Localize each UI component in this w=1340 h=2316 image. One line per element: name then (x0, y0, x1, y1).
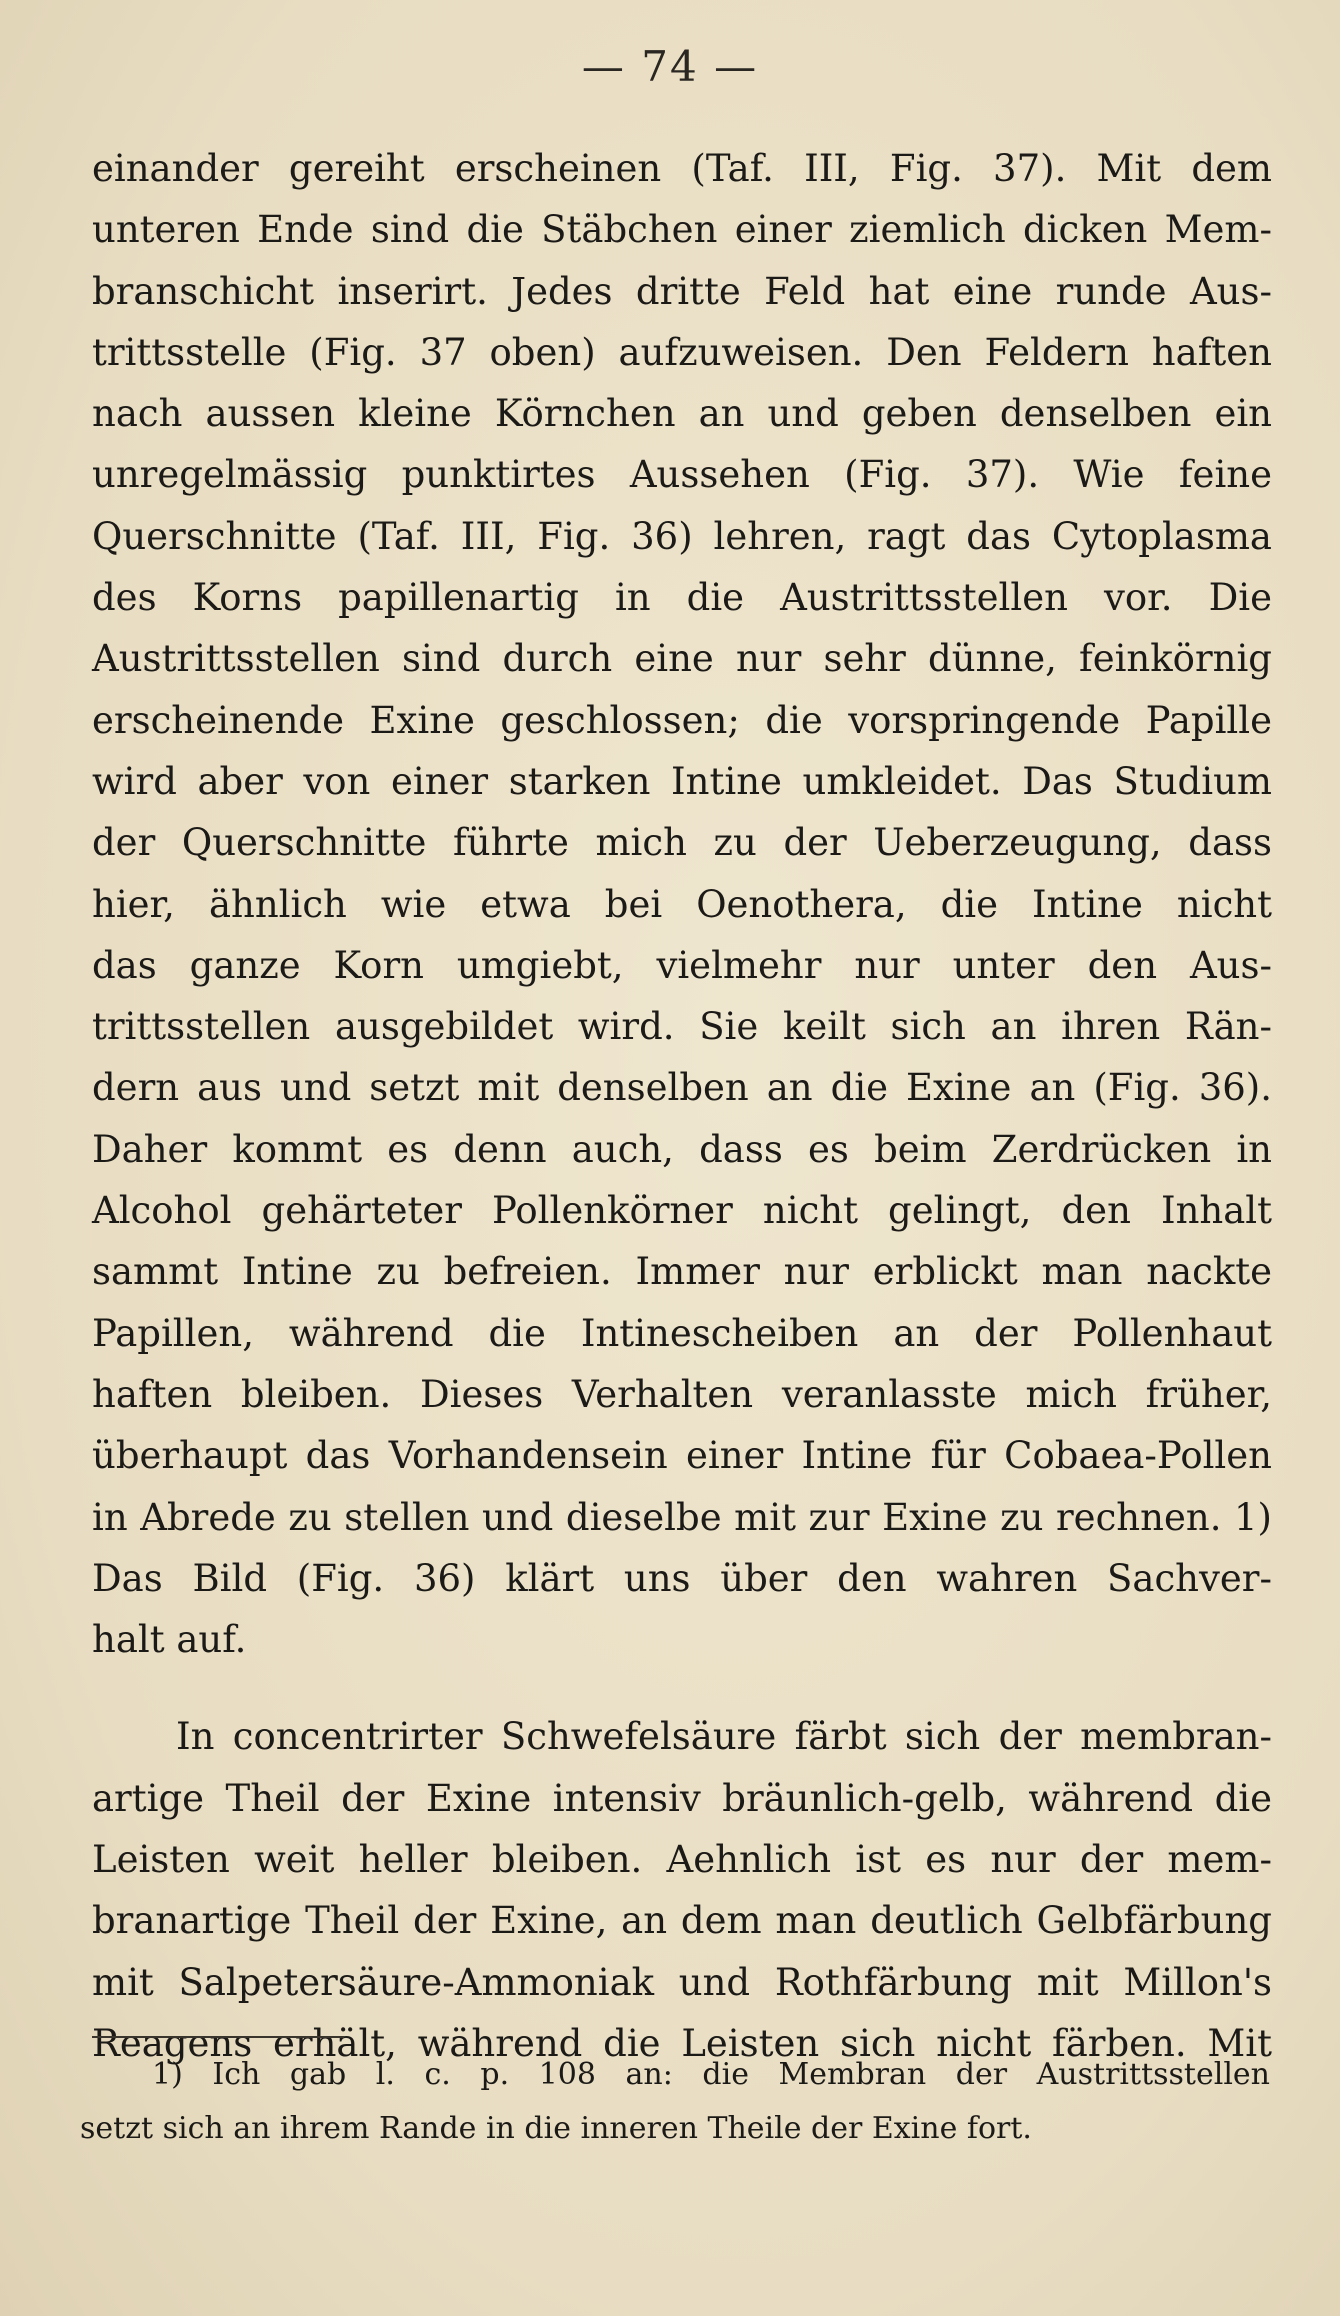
paragraph-spacer (92, 1670, 1272, 1706)
footnote-line: setzt sich an ihrem Rande in die inneren Theile der Exine fort. (80, 2111, 1032, 2146)
text-line: nach aussen kleine Körnchen an und geben denselben ein (92, 392, 1272, 436)
text-line: Austrittsstellen sind durch eine nur sehr dünne, feinkörnig (92, 637, 1272, 681)
page-number: — 74 — (581, 42, 759, 91)
text-line: branschicht inserirt. Jedes dritte Feld hat eine runde Aus- (92, 269, 1272, 313)
text-line: Reagens erhält, während die Leisten sich nicht färben. Mit (92, 2021, 1272, 2065)
text-line: In concentrirter Schwefelsäure färbt sich der membran- (176, 1715, 1272, 1759)
paragraph-2 (92, 1706, 1272, 2074)
text-line: dern aus und setzt mit denselben an die Exine an (Fig. 36). (92, 1066, 1272, 1110)
text-line: das ganze Korn umgiebt, vielmehr nur unter den Aus- (92, 943, 1272, 987)
text-line: Leisten weit heller bleiben. Aehnlich ist es nur der mem- (92, 1838, 1272, 1882)
text-line: in Abrede zu stellen und dieselbe mit zur Exine zu rechnen. 1) (92, 1495, 1272, 1539)
text-line: unregelmässig punktirtes Aussehen (Fig. 37). Wie feine (92, 453, 1272, 497)
paragraph-1 (92, 138, 1272, 1670)
text-line: Alcohol gehärteter Pollenkörner nicht gelingt, den Inhalt (92, 1189, 1272, 1233)
text-line: trittsstellen ausgebildet wird. Sie keilt sich an ihren Rän- (92, 1005, 1272, 1049)
text-line: wird aber von einer starken Intine umkleidet. Das Studium (92, 759, 1272, 803)
footnote-line: 1) Ich gab l. c. p. 108 an: die Membran der Austrittsstellen (152, 2057, 1270, 2092)
text-line: hier, ähnlich wie etwa bei Oenothera, die Intine nicht (92, 882, 1272, 926)
footnote (80, 2048, 1270, 2156)
text-line: sammt Intine zu befreien. Immer nur erblickt man nackte (92, 1250, 1272, 1294)
text-line: branartige Theil der Exine, an dem man deutlich Gelbfärbung (92, 1899, 1272, 1943)
text-line: haften bleiben. Dieses Verhalten veranlasste mich früher, (92, 1372, 1272, 1416)
text-line: des Korns papillenartig in die Austrittsstellen vor. Die (92, 576, 1272, 620)
text-line: mit Salpetersäure-Ammoniak und Rothfärbung mit Millon's (92, 1960, 1272, 2004)
text-line: einander gereiht erscheinen (Taf. III, Fig. 37). Mit dem (92, 147, 1272, 190)
text-line: Das Bild (Fig. 36) klärt uns über den wahren Sachver- (92, 1556, 1272, 1600)
text-line: erscheinende Exine geschlossen; die vorspringende Papille (92, 698, 1272, 742)
text-line: der Querschnitte führte mich zu der Ueberzeugung, dass (92, 821, 1272, 865)
body-text (92, 138, 1272, 2074)
text-line: Daher kommt es denn auch, dass es beim Zerdrücken in (92, 1127, 1272, 1171)
text-line: Querschnitte (Taf. III, Fig. 36) lehren, ragt das Cytoplasma (92, 514, 1272, 558)
text-line: artige Theil der Exine intensiv bräunlich-gelb, während die (92, 1776, 1272, 1820)
text-line: unteren Ende sind die Stäbchen einer ziemlich dicken Mem- (92, 208, 1272, 252)
text-line: Papillen, während die Intinescheiben an der Pollenhaut (92, 1311, 1272, 1355)
text-line: halt auf. (92, 1618, 247, 1662)
footnote-divider (92, 2036, 344, 2038)
text-line: trittsstelle (Fig. 37 oben) aufzuweisen. Den Feldern haften (92, 330, 1272, 374)
text-line: überhaupt das Vorhandensein einer Intine für Cobaea-Pollen (92, 1434, 1272, 1478)
